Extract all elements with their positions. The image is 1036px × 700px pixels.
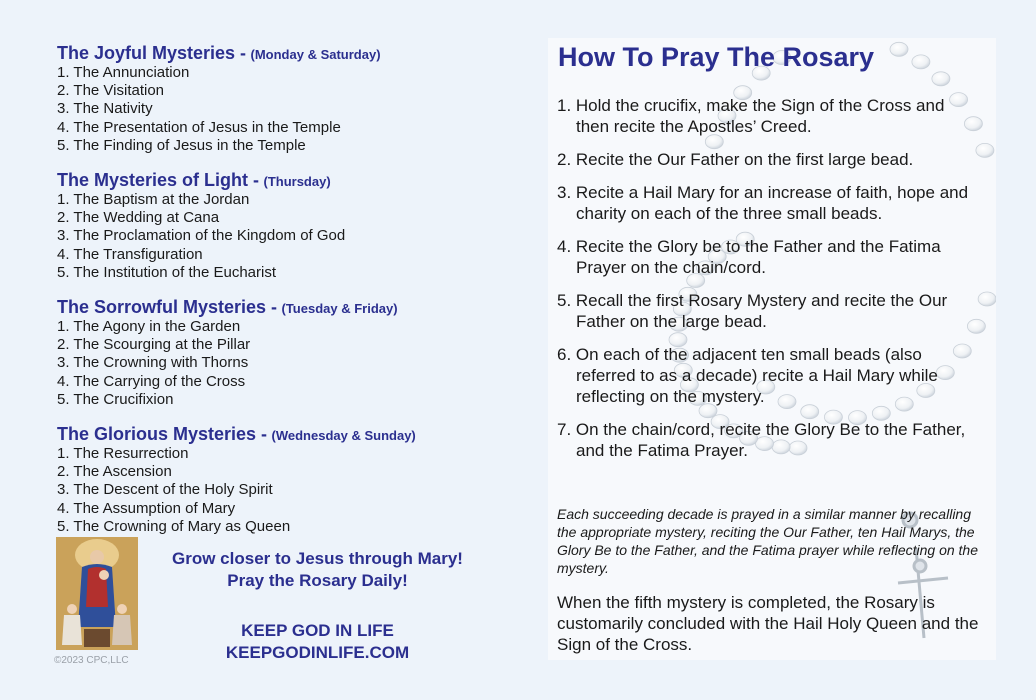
rosary-bead: [912, 55, 930, 69]
list-item: 3. The Nativity: [57, 100, 153, 118]
rosary-bead: [932, 72, 950, 86]
promo-block: [150, 548, 485, 664]
list-item: 2. The Wedding at Cana: [57, 209, 220, 227]
list-item: 2. The Scourging at the Pillar: [57, 336, 251, 354]
rosary-bead: [976, 143, 994, 157]
section-days: (Tuesday & Friday): [281, 301, 398, 317]
section-days: (Wednesday & Sunday): [271, 428, 416, 444]
joyful-mysteries: [57, 42, 527, 155]
section-days: (Thursday): [263, 174, 331, 190]
list-item: 5. The Institution of the Eucharist: [57, 263, 277, 281]
list-item: 1. The Agony in the Garden: [57, 318, 241, 336]
promo-website: KEEPGODINLIFE.COM: [225, 643, 410, 662]
list-item: 5. The Crowning of Mary as Queen: [57, 517, 291, 535]
section-heading: [57, 42, 527, 64]
step-item: 2. Recite the Our Father on the first large bead.: [557, 150, 914, 169]
promo-line-3: KEEP GOD IN LIFE: [241, 621, 394, 640]
step-item: 4. Recite the Glory be to the Father and the Fatima Prayer on the chain/cord.: [557, 237, 941, 277]
section-heading: [57, 296, 527, 318]
step-item: 6. On each of the adjacent ten small beads (also referred to as a decade) recite a Hail Mary while reflecting on the mystery.: [557, 345, 938, 406]
list-item: 3. The Proclamation of the Kingdom of God: [57, 227, 346, 245]
promo-line-2: Pray the Rosary Daily!: [227, 571, 408, 590]
section-title: The Joyful Mysteries -: [57, 43, 247, 63]
list-item: 3. The Crowning with Thorns: [57, 354, 249, 372]
step-item: 3. Recite a Hail Mary for an increase of faith, hope and charity on each of the three small beads.: [557, 183, 969, 223]
madonna-painting: [56, 537, 138, 650]
section-title: The Sorrowful Mysteries -: [57, 297, 278, 318]
glorious-mysteries: [57, 423, 527, 536]
promo-spacer: [150, 592, 485, 620]
madonna-painting-art: [56, 537, 138, 650]
list-item: 1. The Resurrection: [57, 445, 189, 463]
how-to-panel: [548, 38, 996, 660]
list-item: 1. The Baptism at the Jordan: [57, 191, 250, 209]
steps-list: [557, 95, 977, 473]
list-item: 2. The Visitation: [57, 82, 165, 100]
section-title: The Mysteries of Light -: [57, 170, 260, 191]
list-item: 4. The Carrying of the Cross: [57, 372, 246, 390]
mysteries-column: [57, 42, 527, 550]
step-item: 5. Recall the first Rosary Mystery and recite the Our Father on the large bead.: [557, 291, 948, 331]
step-item: 1. Hold the crucifix, make the Sign of the Cross and then recite the Apostles’ Creed.: [557, 96, 945, 136]
rosary-bead: [978, 292, 996, 306]
promo-line-1: Grow closer to Jesus through Mary!: [172, 549, 463, 568]
list-item: 2. The Ascension: [57, 463, 172, 481]
copyright: ©2023 CPC,LLC: [54, 655, 129, 666]
list-item: 4. The Assumption of Mary: [57, 499, 236, 517]
section-title: The Glorious Mysteries -: [57, 424, 268, 445]
closing-text: When the fifth mystery is completed, the Rosary is customarily concluded with the Hail Holy Queen and the Sign of the Cross.: [557, 593, 979, 654]
rosary-bead: [890, 42, 908, 56]
step-item: 7. On the chain/cord, recite the Glory Be to the Father, and the Fatima Prayer.: [557, 420, 966, 460]
list-item: 5. The Finding of Jesus in the Temple: [57, 136, 306, 154]
light-mysteries: [57, 169, 527, 282]
decade-note: Each succeeding decade is prayed in a similar manner by recalling the appropriate mystery, reciting the Our Father, ten Hail Marys, the Glory Be to the Father, and the Fatima prayer while reflecting on the mystery.: [557, 506, 978, 576]
section-heading: [57, 169, 527, 191]
list-item: 5. The Crucifixion: [57, 390, 174, 408]
list-item: 3. The Descent of the Holy Spirit: [57, 481, 273, 499]
sorrowful-mysteries: [57, 296, 527, 409]
section-heading: [57, 423, 527, 445]
list-item: 1. The Annunciation: [57, 64, 190, 81]
section-days: (Monday & Saturday): [250, 47, 381, 62]
page-title: How To Pray The Rosary: [558, 42, 875, 72]
list-item: 4. The Transfiguration: [57, 245, 203, 263]
list-item: 4. The Presentation of Jesus in the Temple: [57, 118, 341, 136]
